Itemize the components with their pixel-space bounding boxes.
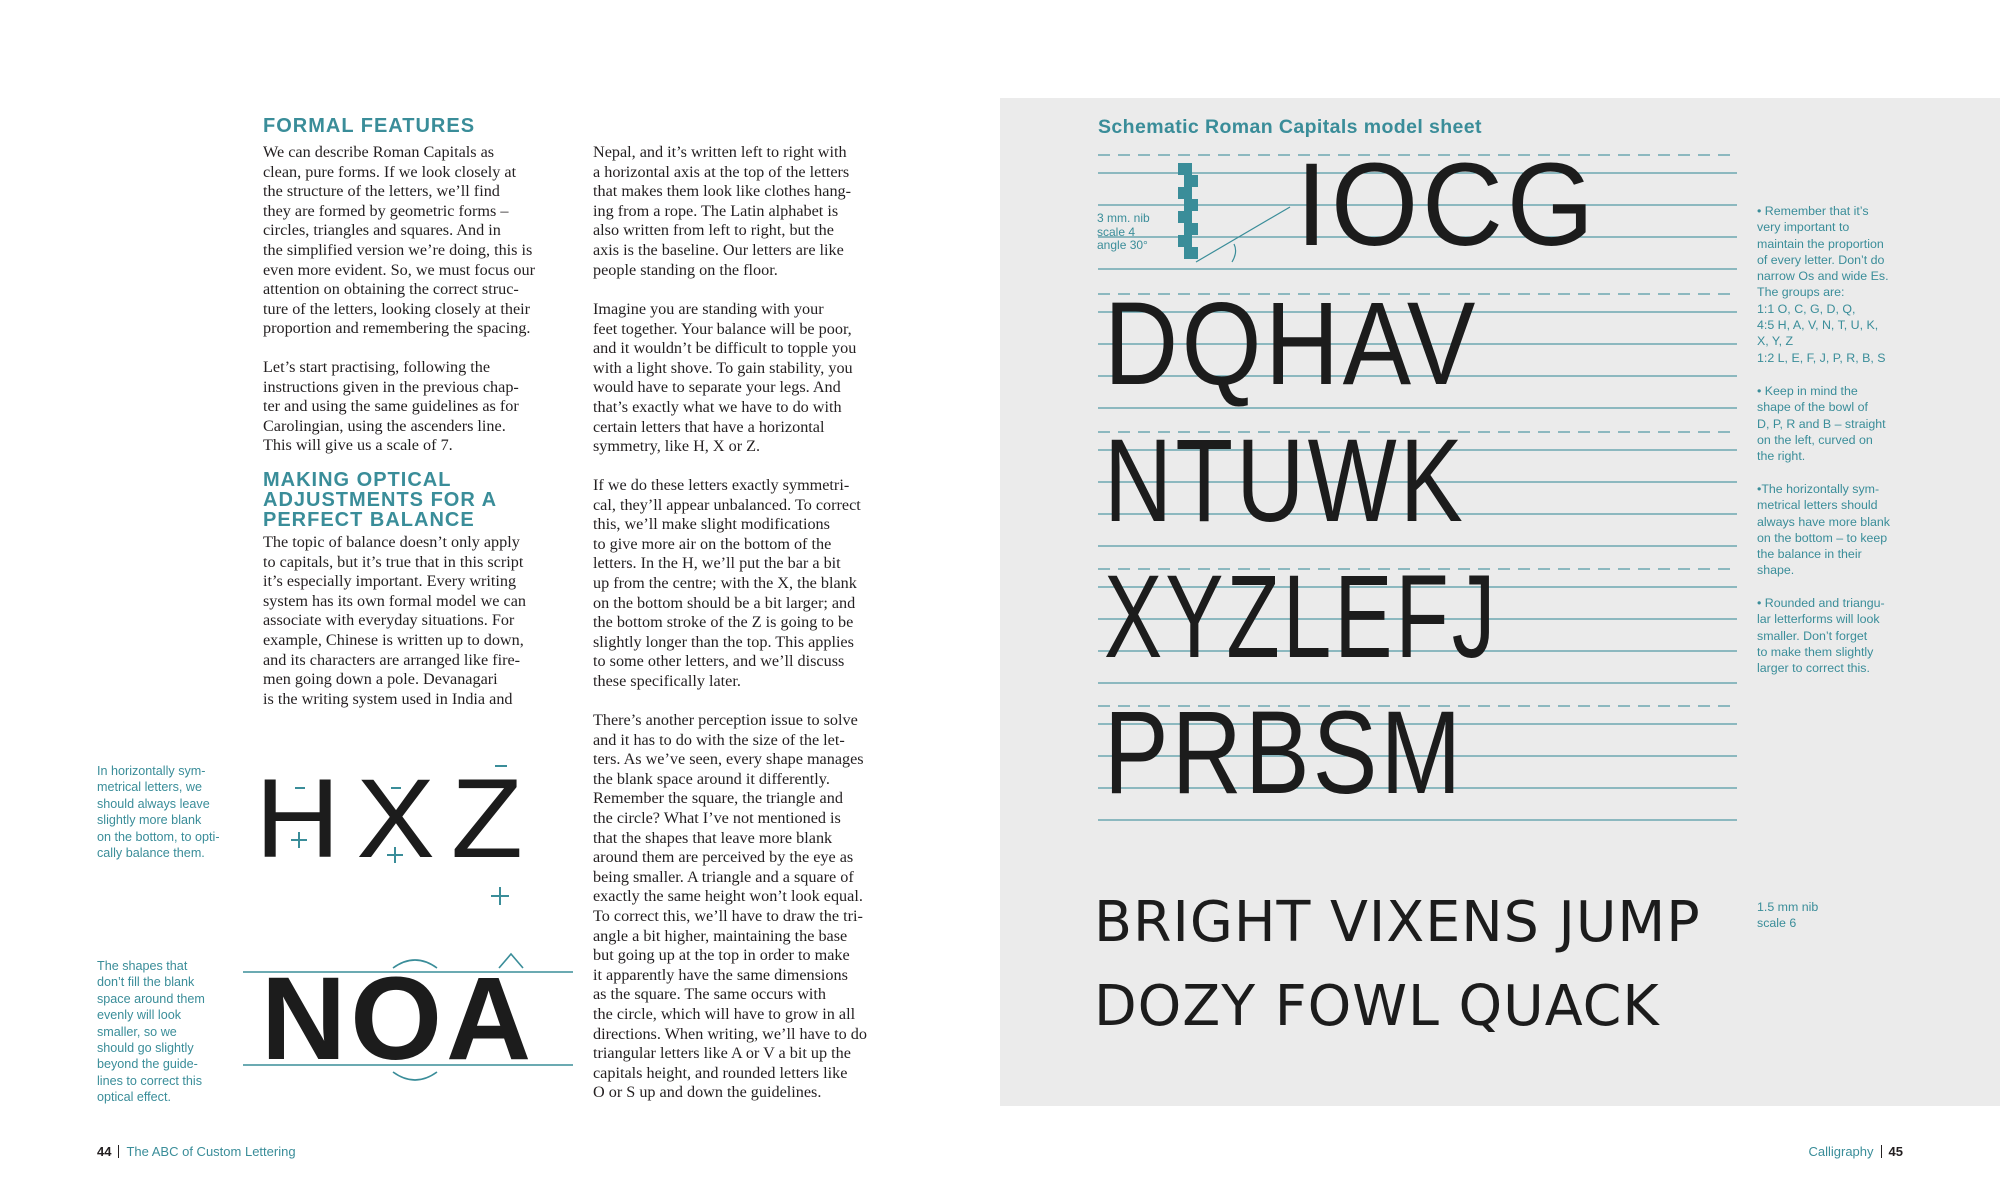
nib-label: 3 mm. nib scale 4 angle 30° <box>1097 211 1150 252</box>
heading-formal-features: FORMAL FEATURES <box>263 115 476 137</box>
col1-paragraph-1: We can describe Roman Capitals as clean, pure forms. If we look closely at the structure of the letters, we’ll find they are formed by geometric forms – circles, triangles and squares. And in the simplified version we’re doing, this is even more evident. So, we must focus our attention on obtaining the correct struc- ture of the letters, looking closely at their proportion and remembering the spacing. <box>263 143 535 338</box>
footer-section-title: Calligraphy <box>1808 1144 1874 1159</box>
hxz-letters: HXZ <box>255 756 539 882</box>
col2-paragraph-3: If we do these letters exactly symmetri- cal, they’ll appear unbalanced. To correct this, we’ll make slight modifications to give more air on the bottom of the letters. In the H, we’ll put the bar a bit up from the centre; with the X, the blank on the bottom should be a bit larger; and the bottom stroke of the Z is going to be slightly longer than the top. This applies to some other letters, and we’ll discuss these specifically later. <box>593 476 861 690</box>
footer-divider <box>1881 1145 1882 1158</box>
row-2-letters: DQHAV <box>1104 278 1479 410</box>
col1-paragraph-3: The topic of balance doesn’t only apply to capitals, but it’s true that in this script it’s especially important. Every writing system has its own formal model we can associate with everyday situations. For example, Chinese is written up to down, and its characters are arranged like fire- men going down a pole. Devanagari is the writing system used in India and <box>263 533 526 708</box>
sheet-title: Schematic Roman Capitals model sheet <box>1098 116 1482 138</box>
noa-letters: NOA <box>261 953 536 1085</box>
note-rounded-letters: • Rounded and triangu- lar letterforms will look smaller. Don’t forget to make them slightly larger to correct this. <box>1757 596 1885 676</box>
col2-paragraph-1: Nepal, and it’s written left to right with a horizontal axis at the top of the letters that makes them look like clothes hang- ing from a rope. The Latin alphabet is also written from left to right, but the axis is the baseline. Our letters are like people standing on the floor. <box>593 143 852 279</box>
footer-page-number-right: 45 <box>1888 1144 1903 1159</box>
sample-line-2: DOZY FOWL QUACK <box>1094 974 1660 1039</box>
caption-symmetrical-letters: In horizontally sym- metrical letters, we should always leave slightly more blank on the bottom, to opti- cally balance them. <box>97 764 220 861</box>
col2-paragraph-2: Imagine you are standing with your feet together. Your balance will be poor, and it wouldn’t be difficult to topple you with a light shove. To gain stability, you would have to separate your legs. And that’s exactly what we have to do with certain letters that have a horizontal symmetry, like H, X or Z. <box>593 300 857 456</box>
heading-optical-adjustments: MAKING OPTICAL ADJUSTMENTS FOR A PERFECT BALANCE <box>263 469 498 531</box>
caption-optical-size: The shapes that don’t fill the blank space around them evenly will look smaller, so we should go slightly beyond the guide- lines to correct this optical effect. <box>97 959 205 1105</box>
sample-line-1: BRIGHT VIXENS JUMP <box>1094 890 1701 955</box>
row-4-letters: XYZLEFJ <box>1104 551 1499 683</box>
footer-book-title: The ABC of Custom Lettering <box>126 1144 296 1159</box>
footer-page-number-left: 44 <box>97 1144 112 1159</box>
sample-nib-label: 1.5 mm nib scale 6 <box>1757 900 1819 931</box>
col2-paragraph-4: There’s another perception issue to solve and it has to do with the size of the let- ters. As we’ve seen, every shape manages the blank space around it differently. Remember the square, the triangle and the circle? What I’ve not mentioned is that the shapes that leave more blank around them are perceived by the eye as being smaller. A triangle and a square of exactly the same height won’t look equal. To correct this, we’ll have to draw the tri- angle a bit higher, maintaining the base but going up at the top in order to make it apparently have the same dimensions as the square. The same occurs with the circle, which will have to grow in all directions. When writing, we’ll have to do triangular letters like A or V a bit up the capitals height, and rounded letters like O or S up and down the guidelines. <box>593 711 867 1102</box>
row-5-letters: PRBSM <box>1104 687 1465 819</box>
note-horizontal-symmetry: •The horizontally sym- metrical letters should always have more blank on the bottom – to keep the balance in their shape. <box>1757 482 1890 578</box>
note-proportion: • Remember that it’s very important to maintain the proportion of every letter. Don’t do narrow Os and wide Es. The groups are: 1:1 O, C, G, D, Q, 4:5 H, A, V, N, T, U, K, X, Y, Z 1:2 L, E, F, J, P, R, B, S <box>1757 204 1889 365</box>
row-1-letters: IOCG <box>1296 139 1598 271</box>
footer-right <box>1808 1144 1903 1160</box>
col1-paragraph-2: Let’s start practising, following the instructions given in the previous chap- ter and using the same guidelines as for Carolingian, using the ascenders line. This will give us a scale of 7. <box>263 358 519 455</box>
row-3-letters: NTUWK <box>1104 415 1467 547</box>
note-bowl-shape: • Keep in mind the shape of the bowl of D, P, R and B – straight on the left, curved on the right. <box>1757 384 1886 464</box>
